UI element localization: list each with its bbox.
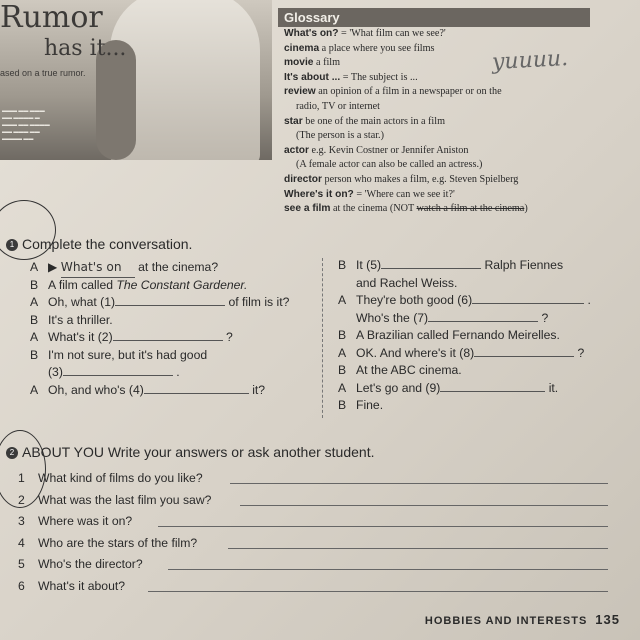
glossary-entry xyxy=(284,188,588,203)
answer-blank[interactable] xyxy=(428,311,538,322)
speaker-label: B xyxy=(338,398,347,412)
speaker-label: B xyxy=(338,363,347,377)
answer-blank[interactable] xyxy=(474,346,574,357)
exercise-number-badge: 1 xyxy=(6,239,18,251)
conversation-line xyxy=(338,362,628,380)
question-text: What kind of films do you like? xyxy=(38,471,203,485)
answer-blank[interactable] xyxy=(113,330,223,341)
poster-subtitle: has it... xyxy=(44,36,127,61)
question-item xyxy=(18,533,211,555)
question-text: What was the last film you saw? xyxy=(38,492,212,507)
answer-line[interactable] xyxy=(158,526,608,527)
conversation-line xyxy=(30,347,320,365)
line-text: Let's go and (9) xyxy=(356,380,441,395)
line-text: Who's the (7) xyxy=(356,310,429,325)
line-text-after: ? xyxy=(574,345,585,360)
line-text: Oh, and who's (4) xyxy=(48,382,144,397)
glossary-term: Where's it on? xyxy=(284,188,354,200)
glossary-entry xyxy=(296,100,588,115)
question-item xyxy=(18,468,211,490)
line-text: A Brazilian called Fernando Meirelles. xyxy=(356,328,560,342)
glossary-entry xyxy=(284,85,588,100)
answer-blank[interactable] xyxy=(440,381,545,392)
poster-title: Rumor xyxy=(0,0,103,35)
line-text: (3) xyxy=(48,365,63,379)
line-text: Oh, what (1) xyxy=(48,295,116,309)
answer-line[interactable] xyxy=(230,483,608,484)
glossary-term: director xyxy=(284,173,322,185)
line-text-after: . xyxy=(584,293,591,307)
line-text: What's it (2) xyxy=(48,330,113,344)
glossary-tail: ) xyxy=(524,203,528,215)
exercise-2-title xyxy=(6,444,374,460)
exercise-number-badge-2: 2 xyxy=(6,447,18,459)
speaker-label: B xyxy=(30,277,39,292)
glossary-entry xyxy=(284,27,588,42)
answer-blank[interactable] xyxy=(144,383,249,394)
line-text-after: ? xyxy=(538,310,549,325)
glossary-entry xyxy=(296,158,588,173)
conversation-line xyxy=(338,397,628,415)
glossary-term: What's on? xyxy=(284,28,339,39)
exercise-2-title-text: ABOUT YOU Write your answers or ask another student. xyxy=(22,444,375,460)
glossary-term: star xyxy=(284,115,303,127)
question-item xyxy=(18,490,211,512)
glossary-definition: (A female actor can also be called an actress.) xyxy=(296,159,483,171)
speaker-label: B xyxy=(338,258,347,272)
line-text: It's a thriller. xyxy=(48,312,113,327)
speaker-label: A xyxy=(338,380,347,395)
line-text-after: it. xyxy=(545,380,559,395)
conversation-line xyxy=(338,275,628,293)
speaker-label: A xyxy=(30,260,39,274)
question-item xyxy=(18,554,211,576)
line-text: They're both good (6) xyxy=(356,293,473,307)
conversation-line xyxy=(30,364,320,382)
conversation-line xyxy=(30,312,320,330)
speaker-label: B xyxy=(30,312,39,327)
glossary-definition: person who makes a film, e.g. Steven Spielberg xyxy=(321,173,519,185)
glossary-definition: at the cinema (NOT xyxy=(330,203,417,215)
conversation-right xyxy=(338,257,628,415)
glossary-term: see a film xyxy=(284,203,331,215)
column-divider xyxy=(322,258,323,418)
conversation-line xyxy=(30,329,320,347)
conversation-line xyxy=(30,382,320,400)
conversation-line xyxy=(338,345,628,363)
exercise-1-title xyxy=(6,236,192,252)
answer-blank[interactable] xyxy=(472,293,584,304)
speaker-label: A xyxy=(30,295,39,309)
glossary-entry xyxy=(284,202,588,217)
question-number: 1 xyxy=(18,471,25,485)
line-text-after: at the cinema? xyxy=(134,260,219,274)
glossary-definition: an opinion of a film in a newspaper or on the xyxy=(315,86,502,98)
page-footer xyxy=(425,612,620,627)
movie-poster xyxy=(0,0,272,160)
question-text: What's it about? xyxy=(38,578,126,593)
line-text: I'm not sure, but it's had good xyxy=(48,347,208,362)
question-number: 4 xyxy=(18,535,25,550)
glossary-definition: a place where you see films xyxy=(319,42,435,54)
glossary-definition: (The person is a star.) xyxy=(296,130,384,142)
glossary-entry xyxy=(284,71,588,86)
example-arrow-icon: ▶ xyxy=(48,260,61,274)
glossary-entry xyxy=(284,173,588,188)
line-text-after: Ralph Fiennes xyxy=(481,258,564,272)
conversation-line xyxy=(338,380,628,398)
glossary-strike: watch a film at the cinema xyxy=(416,203,525,215)
question-item xyxy=(18,511,211,533)
glossary-definition: = The subject is ... xyxy=(340,71,418,83)
glossary-term: actor xyxy=(284,144,309,156)
glossary-definition: radio, TV or internet xyxy=(296,100,380,112)
page-number: 135 xyxy=(595,612,620,627)
question-number: 2 xyxy=(18,492,25,507)
line-text-after: of film is it? xyxy=(225,295,290,309)
line-text: It (5) xyxy=(356,258,382,272)
glossary-definition: e.g. Kevin Costner or Jennifer Aniston xyxy=(308,144,469,156)
answer-line[interactable] xyxy=(240,505,608,506)
glossary-definition: = 'Where can we see it?' xyxy=(353,188,455,200)
conversation-line xyxy=(338,310,628,328)
line-text: Fine. xyxy=(356,398,384,412)
handwritten-note: yuuuu. xyxy=(491,46,569,75)
question-list xyxy=(18,468,211,597)
question-number: 6 xyxy=(18,578,25,593)
answer-line[interactable] xyxy=(168,569,608,570)
line-text: and Rachel Weiss. xyxy=(356,275,458,290)
question-text: Where was it on? xyxy=(38,514,133,528)
conversation-line xyxy=(338,257,628,275)
conversation-line xyxy=(30,259,320,277)
line-text: OK. And where's it (8) xyxy=(356,345,475,360)
poster-credits: ▬▬▬ ▬▬ ▬▬▬ ▬▬ ▬▬▬▬ ▬ ▬▬▬ ▬▬ ▬▬▬▬ ▬▬ ▬▬▬ ▬▬ ▬▬▬▬ ▬▬ xyxy=(2,108,50,142)
poster-tagline: ased on a true rumor. xyxy=(0,68,86,78)
glossary-definition: = 'What film can we see?' xyxy=(338,28,446,39)
question-text: Who are the stars of the film? xyxy=(38,535,198,550)
conversation-line xyxy=(30,277,320,295)
question-number: 5 xyxy=(18,557,25,571)
glossary-term: It's about ... xyxy=(284,71,341,83)
answer-blank[interactable] xyxy=(381,258,481,269)
conversation-left xyxy=(30,259,320,399)
glossary-term: cinema xyxy=(284,42,320,54)
glossary-heading: Glossary xyxy=(278,8,590,27)
speaker-label: A xyxy=(338,345,347,360)
glossary-box xyxy=(278,8,588,217)
glossary-term: review xyxy=(284,86,316,98)
speaker-label: A xyxy=(30,382,39,397)
question-text: Who's the director? xyxy=(38,557,143,571)
question-number: 3 xyxy=(18,514,25,528)
glossary-term: movie xyxy=(284,57,314,69)
handwritten-answer: What's on xyxy=(61,259,135,278)
line-text-after: it? xyxy=(248,382,266,397)
speaker-label: A xyxy=(338,293,347,307)
question-item xyxy=(18,576,211,598)
glossary-definition: be one of the main actors in a film xyxy=(302,115,445,127)
conversation-line xyxy=(338,292,628,310)
glossary-entry xyxy=(284,144,588,159)
conversation-line xyxy=(338,327,628,345)
speaker-label: A xyxy=(30,330,39,344)
glossary-entry xyxy=(296,129,588,144)
answer-blank[interactable] xyxy=(115,295,225,306)
film-title: The Constant Gardener. xyxy=(116,277,248,292)
answer-line[interactable] xyxy=(228,548,608,549)
conversation-line xyxy=(30,294,320,312)
glossary-definition: a film xyxy=(313,57,341,69)
answer-blank[interactable] xyxy=(63,365,173,376)
exercise-1-title-text: Complete the conversation. xyxy=(22,236,193,252)
line-text-after: ? xyxy=(222,330,233,344)
answer-line[interactable] xyxy=(148,591,608,592)
line-text: A film called xyxy=(48,277,117,292)
line-text-after: . xyxy=(172,365,180,379)
footer-section: HOBBIES AND INTERESTS xyxy=(424,615,588,627)
line-text: At the ABC cinema. xyxy=(356,363,462,377)
glossary-entry xyxy=(284,115,588,130)
speaker-label: B xyxy=(338,328,347,342)
speaker-label: B xyxy=(30,347,39,362)
